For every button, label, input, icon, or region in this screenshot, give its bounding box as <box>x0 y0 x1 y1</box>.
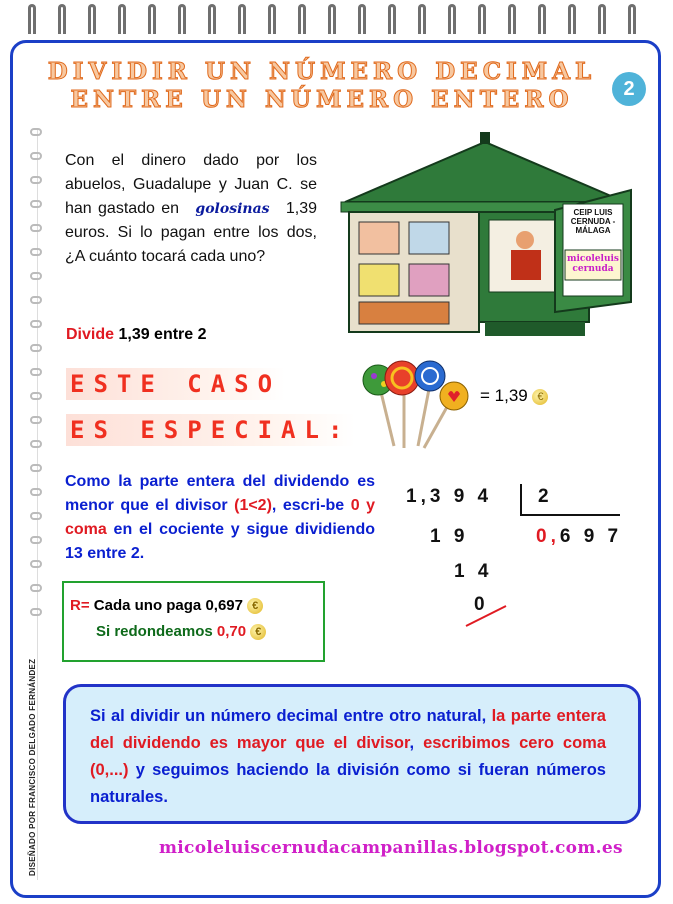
hole <box>30 296 42 304</box>
seller-head <box>516 231 534 249</box>
rule-condition: la parte entera del dividendo es mayor que el divisor <box>90 707 606 752</box>
spiral-ring <box>148 4 156 34</box>
spiral-ring <box>28 4 36 34</box>
euro-coin-icon: € <box>247 598 263 614</box>
problem-highlight: golosinas <box>195 201 270 217</box>
poster <box>409 264 449 296</box>
title-line-2: ENTRE UN NÚMERO ENTERO <box>70 86 574 113</box>
spiral-ring <box>628 4 636 34</box>
spiral-ring <box>328 4 336 34</box>
hole <box>30 440 42 448</box>
dividend <box>406 486 492 508</box>
spiral-ring <box>58 4 66 34</box>
divide-value: 1,39 entre 2 <box>118 326 207 343</box>
spiral-ring <box>448 4 456 34</box>
answer-box <box>62 581 325 662</box>
division-step-2: 1 4 <box>454 561 493 582</box>
divide-word: Divide <box>66 326 115 343</box>
hole <box>30 224 42 232</box>
spiral-ring <box>178 4 186 34</box>
answer-rounding-text: Si redondeamos <box>96 623 217 640</box>
spiral-ring <box>598 4 606 34</box>
kiosk-signature-label: micoleluis cernuda <box>566 254 620 274</box>
division-step-1: 1 9 <box>430 526 469 547</box>
quotient-digits: 6 9 7 <box>559 526 623 547</box>
rule-text-2: , <box>409 734 424 752</box>
poster <box>359 222 399 254</box>
lollipop-red <box>385 361 419 395</box>
seller-body <box>511 250 541 280</box>
explain-text-1: Como la parte entera del dividendo es menor que el divisor <box>65 473 375 514</box>
division-bracket-vertical <box>520 484 522 516</box>
hole <box>30 176 42 184</box>
spiral-ring <box>478 4 486 34</box>
division-remainder: 0 <box>474 594 489 615</box>
spiral-ring <box>538 4 546 34</box>
dividend-decimals: 3 9 4 <box>429 486 493 507</box>
problem-text-2: 1,39 euros. Si lo pagan entre los dos, ¿A cuánto tocará cada uno? <box>65 200 317 265</box>
lollipop-price-value: = 1,39 <box>480 386 528 405</box>
spiral-ring <box>358 4 366 34</box>
special-case-explanation <box>65 470 375 566</box>
answer-label: R= <box>70 597 90 614</box>
rule-action: escribimos cero coma (0,...) <box>90 734 607 779</box>
quotient <box>536 526 622 548</box>
lollipop-stick <box>380 388 394 446</box>
hole <box>30 536 42 544</box>
hole <box>30 488 42 496</box>
lollipop-dot <box>371 373 377 379</box>
special-case-line-1: ESTE CASO <box>66 368 285 400</box>
hole <box>30 320 42 328</box>
spiral-ring <box>268 4 276 34</box>
hole <box>30 344 42 352</box>
poster <box>409 222 449 254</box>
spiral-ring <box>208 4 216 34</box>
spiral-binding <box>14 4 664 38</box>
kiosk-roof <box>345 142 625 202</box>
rule-box <box>63 684 641 824</box>
remainder-strike-line <box>466 606 506 626</box>
poster <box>359 302 449 324</box>
hole <box>30 416 42 424</box>
answer-rounded-value: 0,70 <box>216 623 247 640</box>
rule-text <box>90 703 606 811</box>
kiosk-school-label: CEIP LUIS CERNUDA - MÁLAGA <box>570 208 616 235</box>
hole <box>30 392 42 400</box>
spiral-ring <box>508 4 516 34</box>
hole <box>30 152 42 160</box>
lollipops-illustration <box>360 358 478 450</box>
hole <box>30 248 42 256</box>
lollipop-stick <box>418 384 430 446</box>
title-line-1: DIVIDIR UN NÚMERO DECIMAL <box>47 58 597 85</box>
remainder-strike <box>462 600 510 630</box>
hole <box>30 368 42 376</box>
spiral-ring <box>418 4 426 34</box>
lollipop-price <box>480 386 548 406</box>
hole <box>30 200 42 208</box>
spiral-ring <box>118 4 126 34</box>
page-number-badge: 2 <box>612 72 646 106</box>
divisor: 2 <box>538 486 553 507</box>
hole <box>30 512 42 520</box>
spiral-ring <box>88 4 96 34</box>
hole <box>30 608 42 616</box>
hole <box>30 560 42 568</box>
kiosk-base <box>485 322 585 336</box>
hole <box>30 128 42 136</box>
explain-text-2: , escri-be <box>271 497 351 514</box>
hole <box>30 584 42 592</box>
euro-coin-icon: € <box>532 389 548 405</box>
spiral-ring <box>568 4 576 34</box>
divide-instruction <box>66 326 207 344</box>
poster <box>359 264 399 296</box>
problem-statement <box>65 149 317 269</box>
dividend-integer: 1, <box>406 486 430 507</box>
problem-text-1: Con el dinero dado por los abuelos, Guadalupe y Juan C. se han gastado en <box>65 152 317 217</box>
quotient-prefix: 0, <box>536 526 560 547</box>
division-bracket-horizontal <box>520 514 620 516</box>
hole <box>30 272 42 280</box>
explain-text-3: en el cociente y sigue dividiendo 13 entre 2. <box>65 521 375 562</box>
designer-credit: DISEÑADO POR FRANCISCO DELGADO FERNÁNDEZ <box>28 658 37 876</box>
explain-zero-comma: 0 y coma <box>65 497 375 538</box>
explain-comparison: (1<2) <box>234 497 272 514</box>
blog-url: micoleluiscernudacampanillas.blogspot.com.es <box>159 838 623 858</box>
answer-line-2 <box>96 623 266 640</box>
rule-text-3: y seguimos haciendo la división como si fueran números naturales. <box>90 761 606 806</box>
kiosk-illustration <box>335 132 635 344</box>
spiral-ring <box>238 4 246 34</box>
answer-result: Cada uno paga 0,697 <box>93 597 243 614</box>
spiral-ring <box>298 4 306 34</box>
rule-text-1: Si al dividir un número decimal entre otro natural, <box>90 707 492 725</box>
kiosk-finial <box>480 132 490 144</box>
lollipop-blue <box>415 361 445 391</box>
special-case-line-2: ES ESPECIAL: <box>66 414 355 446</box>
answer-line-1 <box>70 597 263 614</box>
hole <box>30 464 42 472</box>
euro-coin-icon: € <box>250 624 266 640</box>
spiral-ring <box>388 4 396 34</box>
